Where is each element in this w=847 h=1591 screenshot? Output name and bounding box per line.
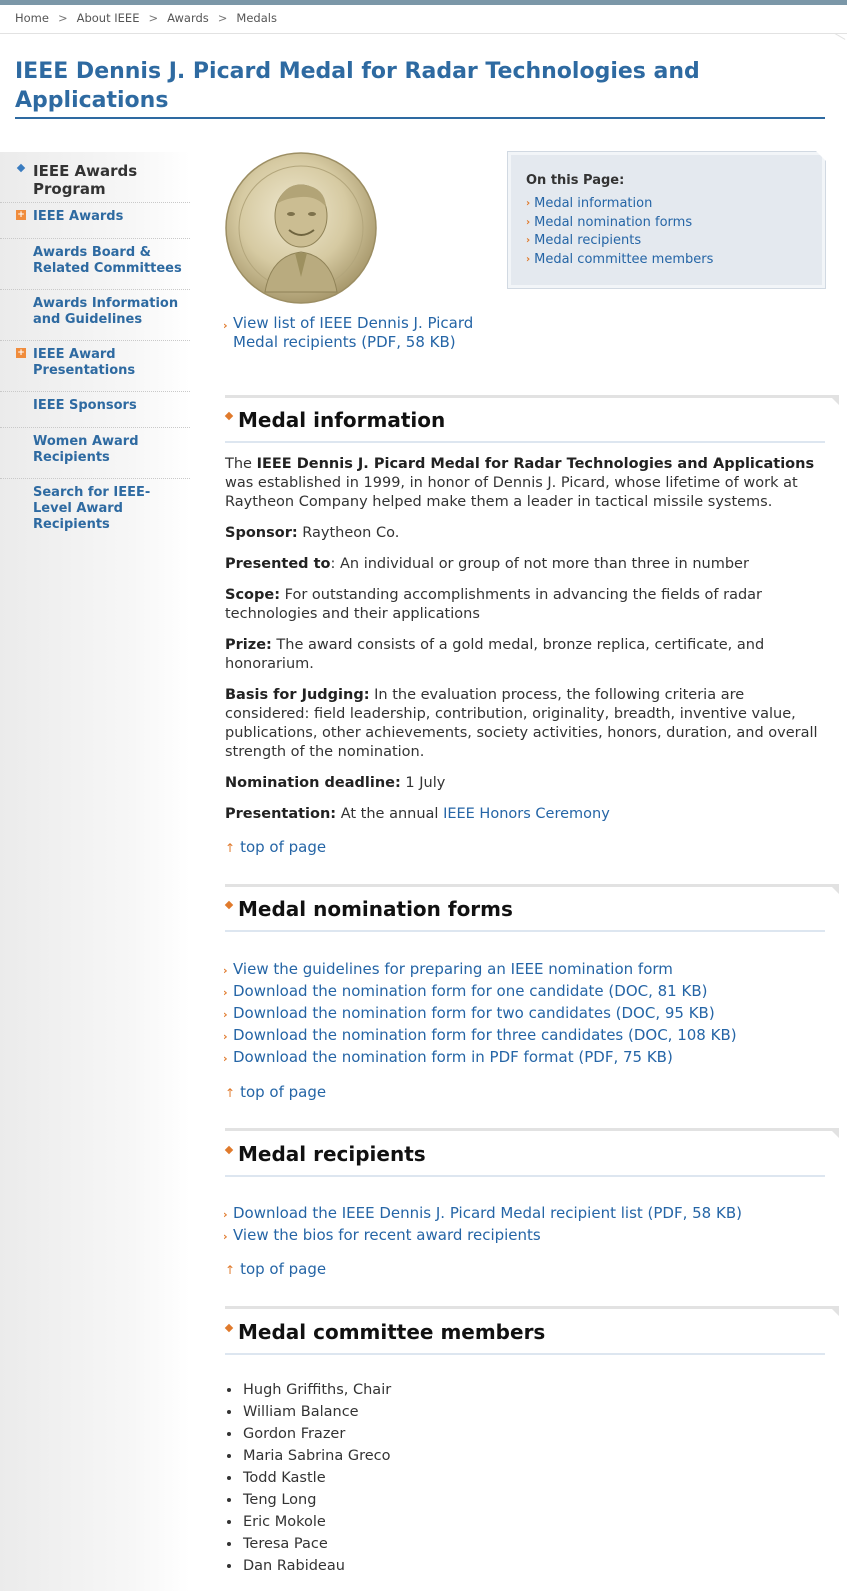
section-rule: [225, 441, 825, 443]
basis-value: In the evaluation process, the following criteria are considered: field leadership, contribution, originality, breadth, inventive value, publications, other achievements, society activities, honors, duration, and overall strength of the nomination.: [225, 687, 818, 760]
list-item: Hugh Griffiths, Chair: [225, 1379, 391, 1401]
presented-to-label: Presented to: [225, 556, 331, 572]
page-title: IEEE Dennis J. Picard Medal for Radar Technologies and Applications: [15, 59, 700, 113]
committee-members-list: [225, 1379, 391, 1577]
prize-label: Prize:: [225, 637, 272, 653]
on-this-page-item[interactable]: [526, 251, 713, 270]
sidebar-divider: [0, 289, 190, 290]
breadcrumb-divider: [0, 33, 847, 41]
link-medal-nomination-forms[interactable]: Medal nomination forms: [534, 214, 693, 230]
list-item: William Balance: [225, 1401, 391, 1423]
expand-plus-icon[interactable]: +: [17, 210, 25, 220]
diamond-bullet-icon: [17, 164, 25, 172]
sidebar-item-label: Search for IEEE-Level Award Recipients: [33, 485, 151, 532]
breadcrumb-awards[interactable]: Awards: [167, 11, 209, 25]
box-corner-fold: [816, 151, 826, 161]
sidebar-divider: [0, 391, 190, 392]
top-of-page-link[interactable]: [225, 838, 326, 858]
on-this-page-box: [508, 152, 825, 288]
diamond-bullet-icon: [225, 901, 233, 909]
on-this-page-links: [526, 195, 713, 269]
sidebar-item-award-presentations[interactable]: [0, 347, 190, 379]
top-of-page-text[interactable]: top of page: [240, 1083, 327, 1101]
chevron-right-icon: ›: [223, 1030, 228, 1043]
top-bar: [0, 0, 847, 5]
chevron-right-icon: ›: [223, 319, 228, 332]
intro-medal-name: IEEE Dennis J. Picard Medal for Radar Technologies and Applications: [256, 456, 815, 472]
chevron-right-icon: ›: [526, 216, 531, 228]
section-heading-text: Medal nomination forms: [238, 897, 513, 921]
on-this-page-title: On this Page:: [526, 173, 625, 188]
list-item: Todd Kastle: [225, 1467, 391, 1489]
section-heading-nomination-forms: [225, 897, 825, 921]
top-of-page-link[interactable]: [225, 1083, 326, 1103]
section-heading-committee-members: [225, 1320, 825, 1344]
sidebar-divider: [0, 202, 190, 203]
section-rule: [225, 1353, 825, 1355]
sponsor-label: Sponsor:: [225, 525, 298, 541]
sponsor-value: Raytheon Co.: [297, 525, 400, 541]
sidebar-item-label: IEEE Sponsors: [33, 398, 137, 413]
list-item: Teng Long: [225, 1489, 391, 1511]
prize-line: [225, 636, 825, 674]
on-this-page-item[interactable]: [526, 232, 713, 251]
up-arrow-icon: ↑: [225, 1086, 236, 1100]
sidebar-divider: [0, 238, 190, 239]
diamond-bullet-icon: [225, 1324, 233, 1332]
sidebar-divider: [0, 427, 190, 428]
section-rule: [225, 930, 825, 932]
list-item[interactable]: [225, 958, 825, 980]
list-item: Teresa Pace: [225, 1533, 391, 1555]
list-item[interactable]: [225, 980, 825, 1002]
deadline-value: 1 July: [400, 775, 446, 791]
sponsor-line: [225, 524, 825, 543]
presentation-label: Presentation:: [225, 806, 337, 822]
breadcrumb-about-ieee[interactable]: About IEEE: [76, 11, 140, 25]
section-rule: [225, 1175, 825, 1177]
chevron-right-icon: ›: [223, 1052, 228, 1065]
list-item: Eric Mokole: [225, 1511, 391, 1533]
section-heading-medal-recipients: [225, 1142, 825, 1166]
intro-text: was established in 1999, in honor of Dennis J. Picard, whose lifetime of work at Raytheon Company helped make them a leader in tactical missile systems.: [225, 475, 798, 510]
recipients-pdf-link[interactable]: [225, 314, 495, 352]
nomination-form-three-candidates-link[interactable]: Download the nomination form for three candidates (DOC, 108 KB): [233, 1026, 737, 1044]
chevron-right-icon: ›: [223, 986, 228, 999]
sidebar-heading[interactable]: [0, 162, 190, 198]
breadcrumb-home[interactable]: Home: [15, 11, 49, 25]
nomination-form-two-candidates-link[interactable]: Download the nomination form for two candidates (DOC, 95 KB): [233, 1004, 715, 1022]
top-of-page-link[interactable]: [225, 1260, 326, 1280]
presented-to-value: : An individual or group of not more than three in number: [330, 556, 749, 572]
basis-for-judging-line: [225, 686, 825, 762]
list-item[interactable]: [225, 1046, 825, 1068]
breadcrumb-medals[interactable]: Medals: [236, 11, 277, 25]
deadline-label: Nomination deadline:: [225, 775, 401, 791]
link-medal-committee-members[interactable]: Medal committee members: [534, 251, 714, 267]
sidebar-item-label: Women Award Recipients: [33, 434, 139, 465]
expand-plus-icon[interactable]: +: [17, 348, 25, 358]
sidebar-divider: [0, 340, 190, 341]
link-medal-information[interactable]: Medal information: [534, 196, 653, 211]
list-item: Gordon Frazer: [225, 1423, 391, 1445]
chevron-right-icon: ›: [526, 235, 531, 246]
sidebar-item-label: Awards Information and Guidelines: [33, 296, 179, 327]
section-heading-text: Medal information: [238, 408, 446, 432]
recipient-bios-link[interactable]: View the bios for recent award recipients: [233, 1226, 541, 1244]
nomination-form-one-candidate-link[interactable]: Download the nomination form for one candidate (DOC, 81 KB): [233, 982, 708, 1000]
presentation-value: At the annual: [336, 806, 444, 822]
honors-ceremony-link[interactable]: IEEE Honors Ceremony: [443, 806, 610, 822]
medal-intro-paragraph: [225, 455, 825, 512]
title-rule: [15, 117, 825, 119]
section-heading-text: Medal committee members: [238, 1320, 546, 1344]
basis-label: Basis for Judging:: [225, 687, 370, 703]
sidebar-item-search-recipients[interactable]: [0, 485, 190, 533]
sidebar-item-women-award-recipients[interactable]: [0, 434, 190, 466]
medal-image: [225, 152, 377, 304]
recipients-list: [225, 1202, 825, 1246]
prize-value: The award consists of a gold medal, bronze replica, certificate, and honorarium.: [225, 637, 765, 672]
sidebar-item-awards-board[interactable]: [0, 245, 190, 277]
breadcrumb-separator: >: [217, 11, 228, 25]
chevron-right-icon: ›: [223, 964, 228, 977]
chevron-right-icon: ›: [526, 198, 531, 209]
recipient-list-pdf-link[interactable]: Download the IEEE Dennis J. Picard Medal recipient list (PDF, 58 KB): [233, 1204, 742, 1222]
section-divider: [225, 884, 835, 887]
section-divider: [225, 395, 835, 398]
list-item[interactable]: [225, 1002, 825, 1024]
nomination-guidelines-link[interactable]: View the guidelines for preparing an IEEE nomination form: [233, 960, 673, 978]
list-item: Dan Rabideau: [225, 1555, 391, 1577]
top-of-page-text[interactable]: top of page: [240, 838, 327, 856]
sidebar-heading-label: IEEE Awards Program: [33, 162, 138, 198]
list-item[interactable]: [225, 1224, 825, 1246]
on-this-page-item[interactable]: [526, 214, 713, 233]
up-arrow-icon: ↑: [225, 841, 236, 855]
sidebar-item-awards-information[interactable]: [0, 296, 190, 328]
scope-line: [225, 586, 825, 624]
scope-value: For outstanding accomplishments in advancing the fields of radar technologies and their applications: [225, 587, 763, 622]
scope-label: Scope:: [225, 587, 281, 603]
on-this-page-item[interactable]: [526, 195, 713, 214]
intro-text: The: [225, 456, 257, 472]
section-divider: [225, 1306, 835, 1309]
chevron-right-icon: ›: [223, 1008, 228, 1021]
recipients-pdf-link-text[interactable]: View list of IEEE Dennis J. Picard Medal recipients (PDF, 58 KB): [233, 314, 474, 351]
sidebar-divider: [0, 478, 190, 479]
sidebar-item-ieee-awards[interactable]: [0, 209, 190, 225]
breadcrumb: [15, 11, 277, 25]
chevron-right-icon: ›: [526, 253, 531, 265]
section-divider: [225, 1128, 835, 1131]
top-of-page-text[interactable]: top of page: [240, 1260, 327, 1278]
sidebar-item-label: IEEE Award Presentations: [33, 347, 136, 378]
diamond-bullet-icon: [225, 412, 233, 420]
presentation-line: [225, 805, 825, 824]
chevron-right-icon: ›: [223, 1230, 228, 1243]
list-item[interactable]: [225, 1024, 825, 1046]
sidebar-item-label: IEEE Awards: [33, 209, 124, 224]
presented-to-line: [225, 555, 825, 574]
breadcrumb-separator: >: [148, 11, 159, 25]
link-medal-recipients[interactable]: Medal recipients: [534, 233, 642, 248]
nomination-deadline-line: [225, 774, 825, 793]
up-arrow-icon: ↑: [225, 1263, 236, 1277]
breadcrumb-separator: >: [57, 11, 68, 25]
nomination-form-pdf-link[interactable]: Download the nomination form in PDF format (PDF, 75 KB): [233, 1048, 673, 1066]
section-heading-text: Medal recipients: [238, 1142, 426, 1166]
chevron-right-icon: ›: [223, 1208, 228, 1221]
sidebar-item-label: Awards Board & Related Committees: [33, 245, 182, 276]
sidebar-item-ieee-sponsors[interactable]: [0, 398, 190, 414]
sidebar: [0, 152, 190, 1591]
list-item[interactable]: [225, 1202, 825, 1224]
nomination-forms-list: [225, 958, 825, 1068]
section-heading-medal-information: [225, 408, 825, 432]
list-item: Maria Sabrina Greco: [225, 1445, 391, 1467]
diamond-bullet-icon: [225, 1146, 233, 1154]
